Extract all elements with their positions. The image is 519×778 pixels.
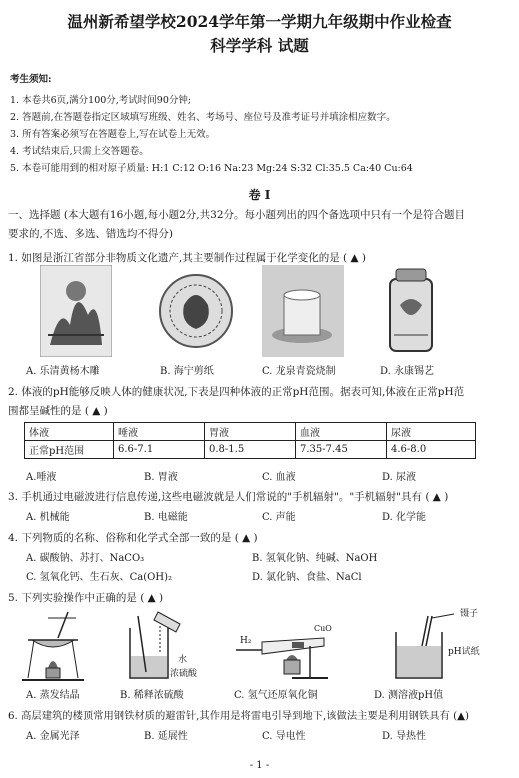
q5-fig-label-water: 水 (178, 655, 188, 665)
q1-option-d: D. 永康锡艺 (380, 366, 435, 377)
section-heading-cont: 要求的,不选、多选、错选均不得分) (8, 228, 173, 240)
q2-option-a: A.唾液 (26, 472, 57, 483)
q5-fig-label-paper: pH试纸 (448, 647, 480, 657)
q4-option-d: D. 氯化钠、食盐、NaCl (252, 572, 362, 583)
q1-image-woodcarving (40, 265, 112, 357)
volume-label: 卷 I (248, 188, 271, 202)
q3-option-c: C. 声能 (262, 512, 296, 523)
q5-option-b: B. 稀释浓硫酸 (120, 690, 184, 701)
q5-stem: 5. 下列实验操作中正确的是 ( ▲ ) (8, 592, 164, 604)
notice-item: 3. 所有答案必须写在答题卷上,写在试卷上无效。 (10, 129, 216, 140)
q6-option-a: A. 金属光泽 (26, 731, 80, 742)
notice-item: 2. 答题前,在答题卷指定区域填写班级、姓名、考场号、座位号及准考证号并填涂相应数字。 (10, 112, 396, 123)
q2-option-d: D. 尿液 (382, 472, 417, 483)
q1-option-b: B. 海宁剪纸 (160, 366, 214, 377)
table-row (25, 441, 476, 459)
q1-option-c: C. 龙泉青瓷烧制 (262, 366, 336, 377)
table-cell: 尿液 (387, 423, 476, 441)
q2-option-c: C. 血液 (262, 472, 296, 483)
q6-option-b: B. 延展性 (144, 731, 188, 742)
table-cell: 体液 (25, 423, 114, 441)
q5-option-a: A. 蒸发结晶 (26, 690, 80, 701)
q3-stem: 3. 手机通过电磁波进行信息传递,这些电磁波就是人们常说的"手机辐射"。"手机辐射"具有 ( ▲ ) (8, 491, 449, 503)
q5-fig-label-h2: H₂ (240, 636, 252, 646)
table-cell: 血液 (296, 423, 387, 441)
q5-fig-label-tweezers: 镊子 (460, 609, 479, 619)
q6-option-c: C. 导电性 (262, 731, 306, 742)
q4-option-c: C. 氢氧化钙、生石灰、Ca(OH)₂ (26, 572, 172, 583)
q5-figure-evaporation (18, 608, 88, 682)
q5-option-c: C. 氢气还原氧化铜 (234, 690, 318, 701)
q2-option-b: B. 胃液 (144, 472, 178, 483)
table-header-row (25, 423, 476, 441)
page-number: - 1 - (249, 760, 270, 771)
table-cell: 6.6-7.1 (114, 441, 205, 459)
q1-stem: 1. 如图是浙江省部分非物质文化遗产,其主要制作过程属于化学变化的是 ( ▲ ) (8, 252, 366, 264)
notice-item: 5. 本卷可能用到的相对原子质量: H:1 C:12 O:16 Na:23 Mg:24 S:32 Cl:35.5 Ca:40 Cu:64 (10, 163, 413, 174)
q4-option-a: A. 碳酸钠、苏打、NaCO₃ (26, 553, 145, 564)
table-cell: 唾液 (114, 423, 205, 441)
q6-stem: 6. 高层建筑的楼顶常用钢铁材质的避雷针,其作用是将雷电引导到地下,该做法主要是利用钢铁具有 (▲) (8, 710, 470, 722)
exam-subtitle: 科学学科 试题 (210, 36, 309, 55)
exam-title: 温州新希望学校2024学年第一学期九年级期中作业检查 (67, 12, 452, 31)
q1-image-papercut (158, 265, 234, 357)
q4-stem: 4. 下列物质的名称、俗称和化学式全部一致的是 ( ▲ ) (8, 532, 258, 544)
q5-fig-label-acid: 浓硫酸 (170, 669, 198, 679)
q3-option-d: D. 化学能 (382, 512, 427, 523)
q5-option-d: D. 测溶液pH值 (374, 690, 444, 701)
notice-item: 1. 本卷共6页,满分100分,考试时间90分钟; (10, 95, 192, 106)
table-cell: 7.35-7.45 (296, 441, 387, 459)
table-cell: 正常pH范围 (25, 441, 114, 459)
q3-option-a: A. 机械能 (26, 512, 70, 523)
ph-table (24, 422, 476, 459)
section-heading: 一、选择题 (本大题有16小题,每小题2分,共32分。每小题列出的四个备选项中只有一个是符合题目 (8, 209, 466, 221)
q2-stem-cont: 围都呈碱性的是 ( ▲ ) (8, 405, 108, 417)
table-cell: 胃液 (205, 423, 296, 441)
q5-fig-label-cuo: CuO (314, 624, 332, 633)
q3-option-b: B. 电磁能 (144, 512, 188, 523)
q4-option-b: B. 氢氧化钠、纯碱、NaOH (252, 553, 378, 564)
table-cell: 4.6-8.0 (387, 441, 476, 459)
q2-stem: 2. 体液的pH能够反映人体的健康状况,下表是四种体液的正常pH范围。据表可知,体液在正常pH范 (8, 386, 465, 398)
q1-image-celadon (262, 265, 344, 357)
table-cell: 0.8-1.5 (205, 441, 296, 459)
q1-option-a: A. 乐清黄杨木雕 (26, 366, 100, 377)
q1-image-tinware (380, 265, 442, 357)
notice-heading: 考生须知: (10, 74, 52, 85)
notice-item: 4. 考试结束后,只需上交答题卷。 (10, 146, 149, 157)
q6-option-d: D. 导热性 (382, 731, 427, 742)
